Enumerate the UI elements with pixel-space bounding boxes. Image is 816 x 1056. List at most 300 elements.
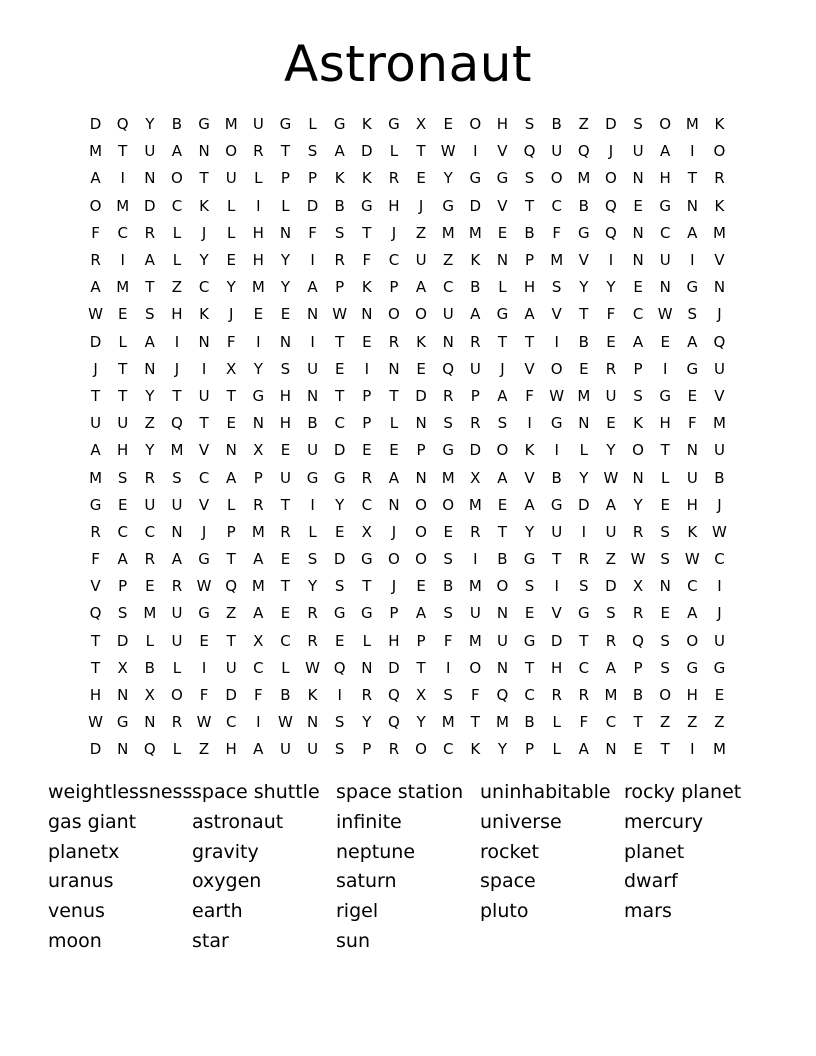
grid-letter: F <box>362 251 372 270</box>
grid-letter: L <box>118 332 127 351</box>
grid-letter: T <box>335 332 345 351</box>
grid-letter: E <box>145 577 155 596</box>
grid-letter: B <box>578 196 589 215</box>
grid-letter: I <box>310 332 315 351</box>
grid-letter: J <box>391 522 397 541</box>
grid-letter: G <box>198 115 210 134</box>
grid-letter: E <box>633 278 643 297</box>
grid-letter: U <box>117 414 129 433</box>
grid-letter: R <box>361 686 373 705</box>
grid-letter: M <box>224 115 238 134</box>
grid-letter: T <box>118 386 128 405</box>
grid-letter: Y <box>579 278 589 297</box>
grid-letter: O <box>415 495 427 514</box>
grid-letter: J <box>201 223 207 242</box>
grid-letter: B <box>470 278 481 297</box>
grid-letter: N <box>605 740 617 759</box>
grid-letter: Y <box>145 386 155 405</box>
grid-letter: Y <box>362 713 372 732</box>
grid-letter: G <box>523 631 536 650</box>
grid-letter: M <box>116 278 130 297</box>
grid-letter: G <box>361 550 373 569</box>
grid-letter: U <box>469 604 481 623</box>
grid-letter: Q <box>143 740 156 759</box>
grid-letter: P <box>525 740 535 759</box>
grid-letter: O <box>415 305 427 324</box>
grid-letter: J <box>391 577 397 596</box>
grid-letter: C <box>714 550 725 569</box>
grid-letter: S <box>579 577 589 596</box>
grid-letter: E <box>389 441 399 460</box>
grid-letter: S <box>145 305 155 324</box>
grid-letter: Y <box>145 441 155 460</box>
grid-letter: E <box>443 522 453 541</box>
grid-letter: E <box>687 386 698 405</box>
grid-letter: Y <box>606 441 616 460</box>
grid-letter: B <box>551 468 562 487</box>
grid-letter: N <box>144 713 156 732</box>
grid-letter: G <box>279 115 292 134</box>
grid-letter: B <box>280 686 291 705</box>
grid-row <box>82 193 733 220</box>
grid-letter: L <box>172 658 182 677</box>
grid-letter: Q <box>632 631 644 650</box>
grid-letter: E <box>334 522 345 541</box>
grid-letter: F <box>308 223 317 242</box>
grid-letter: S <box>334 223 345 242</box>
grid-letter: O <box>442 495 455 514</box>
word-list-item: weightlessness <box>48 781 193 803</box>
grid-letter: L <box>281 196 290 215</box>
grid-letter: R <box>442 386 454 405</box>
grid-letter: R <box>470 414 481 433</box>
grid-letter: N <box>388 495 400 514</box>
grid-letter: L <box>281 658 290 677</box>
grid-letter: Y <box>226 278 236 297</box>
grid-letter: G <box>659 196 671 215</box>
grid-letter: R <box>605 359 617 378</box>
grid-letter: T <box>335 386 345 405</box>
grid-letter: P <box>226 522 236 541</box>
grid-letter: R <box>470 522 481 541</box>
grid-letter: N <box>306 305 319 324</box>
grid-letter: T <box>145 278 155 297</box>
grid-letter: I <box>690 740 695 759</box>
grid-letter: L <box>145 631 154 650</box>
grid-letter: I <box>201 359 207 378</box>
grid-letter: D <box>89 115 102 134</box>
grid-letter: N <box>632 169 644 188</box>
grid-letter: O <box>550 169 563 188</box>
grid-letter: B <box>714 468 725 487</box>
grid-letter: R <box>632 522 644 541</box>
grid-letter: U <box>496 631 508 650</box>
grid-letter: O <box>171 169 183 188</box>
grid-letter: X <box>253 631 264 650</box>
grid-letter: D <box>89 332 102 351</box>
grid-letter: U <box>713 359 725 378</box>
word-list-item: star <box>192 929 229 952</box>
grid-letter: J <box>391 223 397 242</box>
grid-letter: C <box>578 658 590 677</box>
grid-letter: Q <box>605 196 617 215</box>
word-list-item: gas giant <box>48 810 137 833</box>
grid-row <box>82 383 733 410</box>
grid-letter: A <box>578 740 589 759</box>
grid-letter: E <box>660 495 670 514</box>
grid-letter: S <box>606 604 616 623</box>
grid-letter: I <box>527 414 532 433</box>
grid-letter: P <box>416 441 426 460</box>
grid-letter: Y <box>416 713 426 732</box>
grid-letter: U <box>171 631 183 650</box>
grid-letter: S <box>334 740 345 759</box>
grid-letter: I <box>201 658 207 677</box>
grid-letter: G <box>523 550 536 569</box>
grid-letter: R <box>90 251 101 270</box>
grid-letter: D <box>578 495 590 514</box>
grid-letter: R <box>171 713 183 732</box>
grid-letter: G <box>496 169 509 188</box>
grid-letter: E <box>524 604 535 623</box>
grid-letter: Q <box>442 359 455 378</box>
grid-letter: A <box>470 305 481 324</box>
grid-letter: E <box>117 495 128 514</box>
grid-letter: M <box>550 251 564 270</box>
grid-letter: A <box>253 550 264 569</box>
grid-letter: W <box>196 713 212 732</box>
grid-letter: U <box>307 359 319 378</box>
grid-letter: S <box>443 686 453 705</box>
grid-letter: A <box>144 251 155 270</box>
grid-letter: I <box>364 359 370 378</box>
grid-letter: T <box>687 169 697 188</box>
grid-letter: S <box>687 305 698 324</box>
grid-letter: T <box>579 631 589 650</box>
grid-letter: O <box>550 359 563 378</box>
grid-letter: V <box>90 577 101 596</box>
grid-letter: D <box>388 658 400 677</box>
grid-letter: M <box>89 142 103 161</box>
grid-row <box>82 682 733 709</box>
grid-letter: T <box>524 658 535 677</box>
grid-letter: T <box>199 169 209 188</box>
word-list-item: earth <box>192 900 243 923</box>
grid-letter: N <box>171 522 183 541</box>
grid-letter: C <box>171 196 183 215</box>
grid-letter: E <box>606 414 616 433</box>
grid-letter: Z <box>198 740 210 759</box>
grid-letter: N <box>225 441 237 460</box>
grid-letter: A <box>90 278 101 297</box>
grid-letter: G <box>686 359 699 378</box>
grid-letter: B <box>443 577 454 596</box>
grid-letter: J <box>418 196 424 215</box>
grid-letter: E <box>606 332 616 351</box>
grid-letter: P <box>633 359 643 378</box>
grid-letter: O <box>496 441 509 460</box>
grid-letter: O <box>469 115 482 134</box>
grid-letter: W <box>332 305 348 324</box>
grid-letter: T <box>226 631 236 650</box>
grid-letter: K <box>361 278 372 297</box>
grid-letter: C <box>659 223 671 242</box>
grid-letter: S <box>117 604 128 623</box>
grid-letter: A <box>687 223 698 242</box>
grid-letter: A <box>144 332 155 351</box>
grid-letter: L <box>389 142 399 161</box>
grid-letter: A <box>253 604 264 623</box>
grid-letter: V <box>524 359 535 378</box>
grid-letter: C <box>632 305 644 324</box>
grid-letter: A <box>334 142 345 161</box>
word-list-item: moon <box>48 929 102 952</box>
grid-letter: W <box>88 713 103 732</box>
grid-letter: W <box>684 550 700 569</box>
grid-letter: T <box>199 414 209 433</box>
grid-letter: S <box>172 468 182 487</box>
grid-letter: L <box>254 169 263 188</box>
grid-letter: O <box>415 740 427 759</box>
grid-letter: N <box>361 305 373 324</box>
grid-letter: T <box>226 386 236 405</box>
grid-letter: K <box>334 169 345 188</box>
grid-letter: T <box>280 495 291 514</box>
grid-letter: H <box>686 686 698 705</box>
grid-letter: M <box>251 522 265 541</box>
grid-letter: R <box>470 332 481 351</box>
grid-letter: V <box>497 142 508 161</box>
grid-letter: N <box>415 414 427 433</box>
grid-letter: V <box>198 495 210 514</box>
grid-letter: T <box>470 713 480 732</box>
grid-letter: L <box>227 495 236 514</box>
grid-letter: S <box>443 604 453 623</box>
grid-letter: N <box>198 332 210 351</box>
grid-letter: M <box>170 441 184 460</box>
grid-letter: H <box>252 223 264 242</box>
grid-letter: G <box>469 169 482 188</box>
grid-letter: N <box>279 223 292 242</box>
grid-letter: I <box>717 577 722 596</box>
grid-letter: E <box>226 414 236 433</box>
grid-letter: N <box>578 414 590 433</box>
grid-letter: N <box>306 386 319 405</box>
grid-letter: T <box>497 332 508 351</box>
grid-letter: C <box>442 740 454 759</box>
grid-letter: R <box>307 604 318 623</box>
grid-letter: X <box>632 577 644 596</box>
grid-letter: N <box>632 468 644 487</box>
grid-letter: F <box>226 332 236 351</box>
grid-letter: T <box>172 386 182 405</box>
grid-letter: U <box>605 522 617 541</box>
grid-letter: R <box>388 332 400 351</box>
grid-letter: Z <box>714 713 725 732</box>
grid-letter: D <box>469 196 482 215</box>
word-list-item: planet <box>624 840 685 863</box>
grid-letter: U <box>605 386 617 405</box>
grid-letter: O <box>89 196 102 215</box>
grid-letter: B <box>307 414 318 433</box>
grid-letter: U <box>225 658 237 677</box>
grid-letter: E <box>117 305 128 324</box>
grid-letter: N <box>496 251 509 270</box>
word-list-item: saturn <box>336 870 397 893</box>
grid-letter: P <box>389 278 399 297</box>
grid-letter: W <box>278 713 293 732</box>
grid-letter: E <box>334 359 345 378</box>
word-list-item: planetx <box>48 840 120 863</box>
grid-letter: D <box>144 196 156 215</box>
grid-letter: H <box>279 414 292 433</box>
grid-letter: N <box>632 251 644 270</box>
grid-letter: M <box>143 604 157 623</box>
grid-letter: M <box>116 196 130 215</box>
grid-letter: F <box>253 686 263 705</box>
grid-letter: S <box>524 577 535 596</box>
grid-letter: S <box>524 169 535 188</box>
grid-letter: O <box>632 441 644 460</box>
grid-letter: A <box>524 495 535 514</box>
grid-letter: F <box>525 386 534 405</box>
grid-letter: M <box>685 115 699 134</box>
grid-row <box>82 546 733 573</box>
grid-letter: C <box>687 577 698 596</box>
grid-letter: U <box>171 604 183 623</box>
grid-letter: P <box>118 577 128 596</box>
grid-letter: Z <box>415 223 427 242</box>
grid-letter: M <box>577 169 591 188</box>
grid-row <box>82 111 733 138</box>
grid-letter: R <box>144 223 156 242</box>
grid-letter: U <box>632 142 644 161</box>
grid-letter: B <box>632 686 644 705</box>
grid-letter: M <box>577 386 591 405</box>
grid-letter: N <box>659 577 671 596</box>
grid-row <box>82 492 733 519</box>
grid-letter: M <box>441 713 455 732</box>
grid-letter: M <box>495 713 509 732</box>
grid-letter: I <box>256 332 261 351</box>
grid-letter: H <box>388 631 400 650</box>
grid-letter: T <box>524 196 535 215</box>
grid-letter: M <box>468 495 482 514</box>
grid-letter: X <box>415 686 427 705</box>
grid-letter: E <box>633 740 643 759</box>
grid-letter: Q <box>496 686 509 705</box>
grid-letter: M <box>468 223 482 242</box>
grid-letter: V <box>497 196 508 215</box>
grid-letter: R <box>578 686 590 705</box>
grid-letter: D <box>550 631 563 650</box>
grid-letter: O <box>388 550 400 569</box>
word-list-item: rocky planet <box>624 781 742 803</box>
word-list-item: sun <box>336 929 370 952</box>
grid-letter: D <box>605 115 617 134</box>
grid-letter: S <box>443 550 453 569</box>
grid-letter: U <box>686 468 698 487</box>
grid-letter: Y <box>335 495 345 514</box>
grid-letter: Z <box>605 550 617 569</box>
word-list-item: universe <box>480 810 562 833</box>
grid-letter: Z <box>687 713 698 732</box>
grid-letter: A <box>524 305 535 324</box>
grid-letter: J <box>717 305 722 324</box>
grid-letter: G <box>578 604 590 623</box>
grid-letter: R <box>280 522 291 541</box>
grid-letter: B <box>524 713 535 732</box>
grid-letter: H <box>117 441 129 460</box>
grid-letter: A <box>605 658 617 677</box>
grid-letter: N <box>442 332 454 351</box>
grid-letter: I <box>120 251 125 270</box>
word-list-item: neptune <box>336 840 416 863</box>
grid-letter: N <box>388 359 400 378</box>
grid-letter: Y <box>280 251 291 270</box>
grid-letter: L <box>308 115 317 134</box>
grid-letter: Q <box>523 142 536 161</box>
grid-letter: A <box>117 550 128 569</box>
grid-letter: S <box>443 414 453 433</box>
grid-row <box>82 356 733 383</box>
grid-letter: J <box>500 359 505 378</box>
grid-letter: E <box>226 251 236 270</box>
grid-letter: I <box>554 332 559 351</box>
grid-letter: C <box>551 196 562 215</box>
grid-letter: S <box>660 522 670 541</box>
grid-letter: T <box>118 142 128 161</box>
grid-letter: L <box>498 278 507 297</box>
word-list-item: rigel <box>336 900 379 923</box>
grid-letter: Y <box>307 577 318 596</box>
grid-letter: O <box>686 631 699 650</box>
grid-letter: G <box>198 604 210 623</box>
grid-letter: N <box>361 658 373 677</box>
grid-letter: R <box>144 550 156 569</box>
grid-letter: N <box>117 740 129 759</box>
grid-letter: Y <box>633 495 643 514</box>
grid-letter: P <box>389 604 399 623</box>
grid-letter: S <box>307 142 318 161</box>
grid-letter: C <box>524 686 535 705</box>
grid-letter: T <box>362 223 372 242</box>
grid-letter: Y <box>280 278 291 297</box>
word-list <box>48 778 768 957</box>
grid-letter: X <box>253 441 264 460</box>
grid-letter: T <box>90 658 101 677</box>
grid-letter: J <box>608 142 614 161</box>
grid-letter: K <box>714 115 725 134</box>
grid-letter: I <box>608 251 614 270</box>
grid-letter: L <box>389 414 399 433</box>
grid-letter: H <box>171 305 183 324</box>
grid-letter: G <box>686 278 699 297</box>
grid-letter: I <box>554 577 559 596</box>
grid-letter: R <box>334 251 345 270</box>
grid-letter: I <box>690 251 695 270</box>
grid-letter: J <box>93 359 98 378</box>
grid-letter: S <box>280 359 291 378</box>
grid-letter: E <box>497 495 508 514</box>
grid-letter: F <box>199 686 209 705</box>
grid-letter: C <box>225 713 237 732</box>
grid-letter: W <box>305 658 320 677</box>
grid-letter: S <box>117 468 128 487</box>
grid-letter: N <box>144 169 156 188</box>
grid-letter: H <box>686 495 698 514</box>
grid-letter: R <box>361 468 373 487</box>
